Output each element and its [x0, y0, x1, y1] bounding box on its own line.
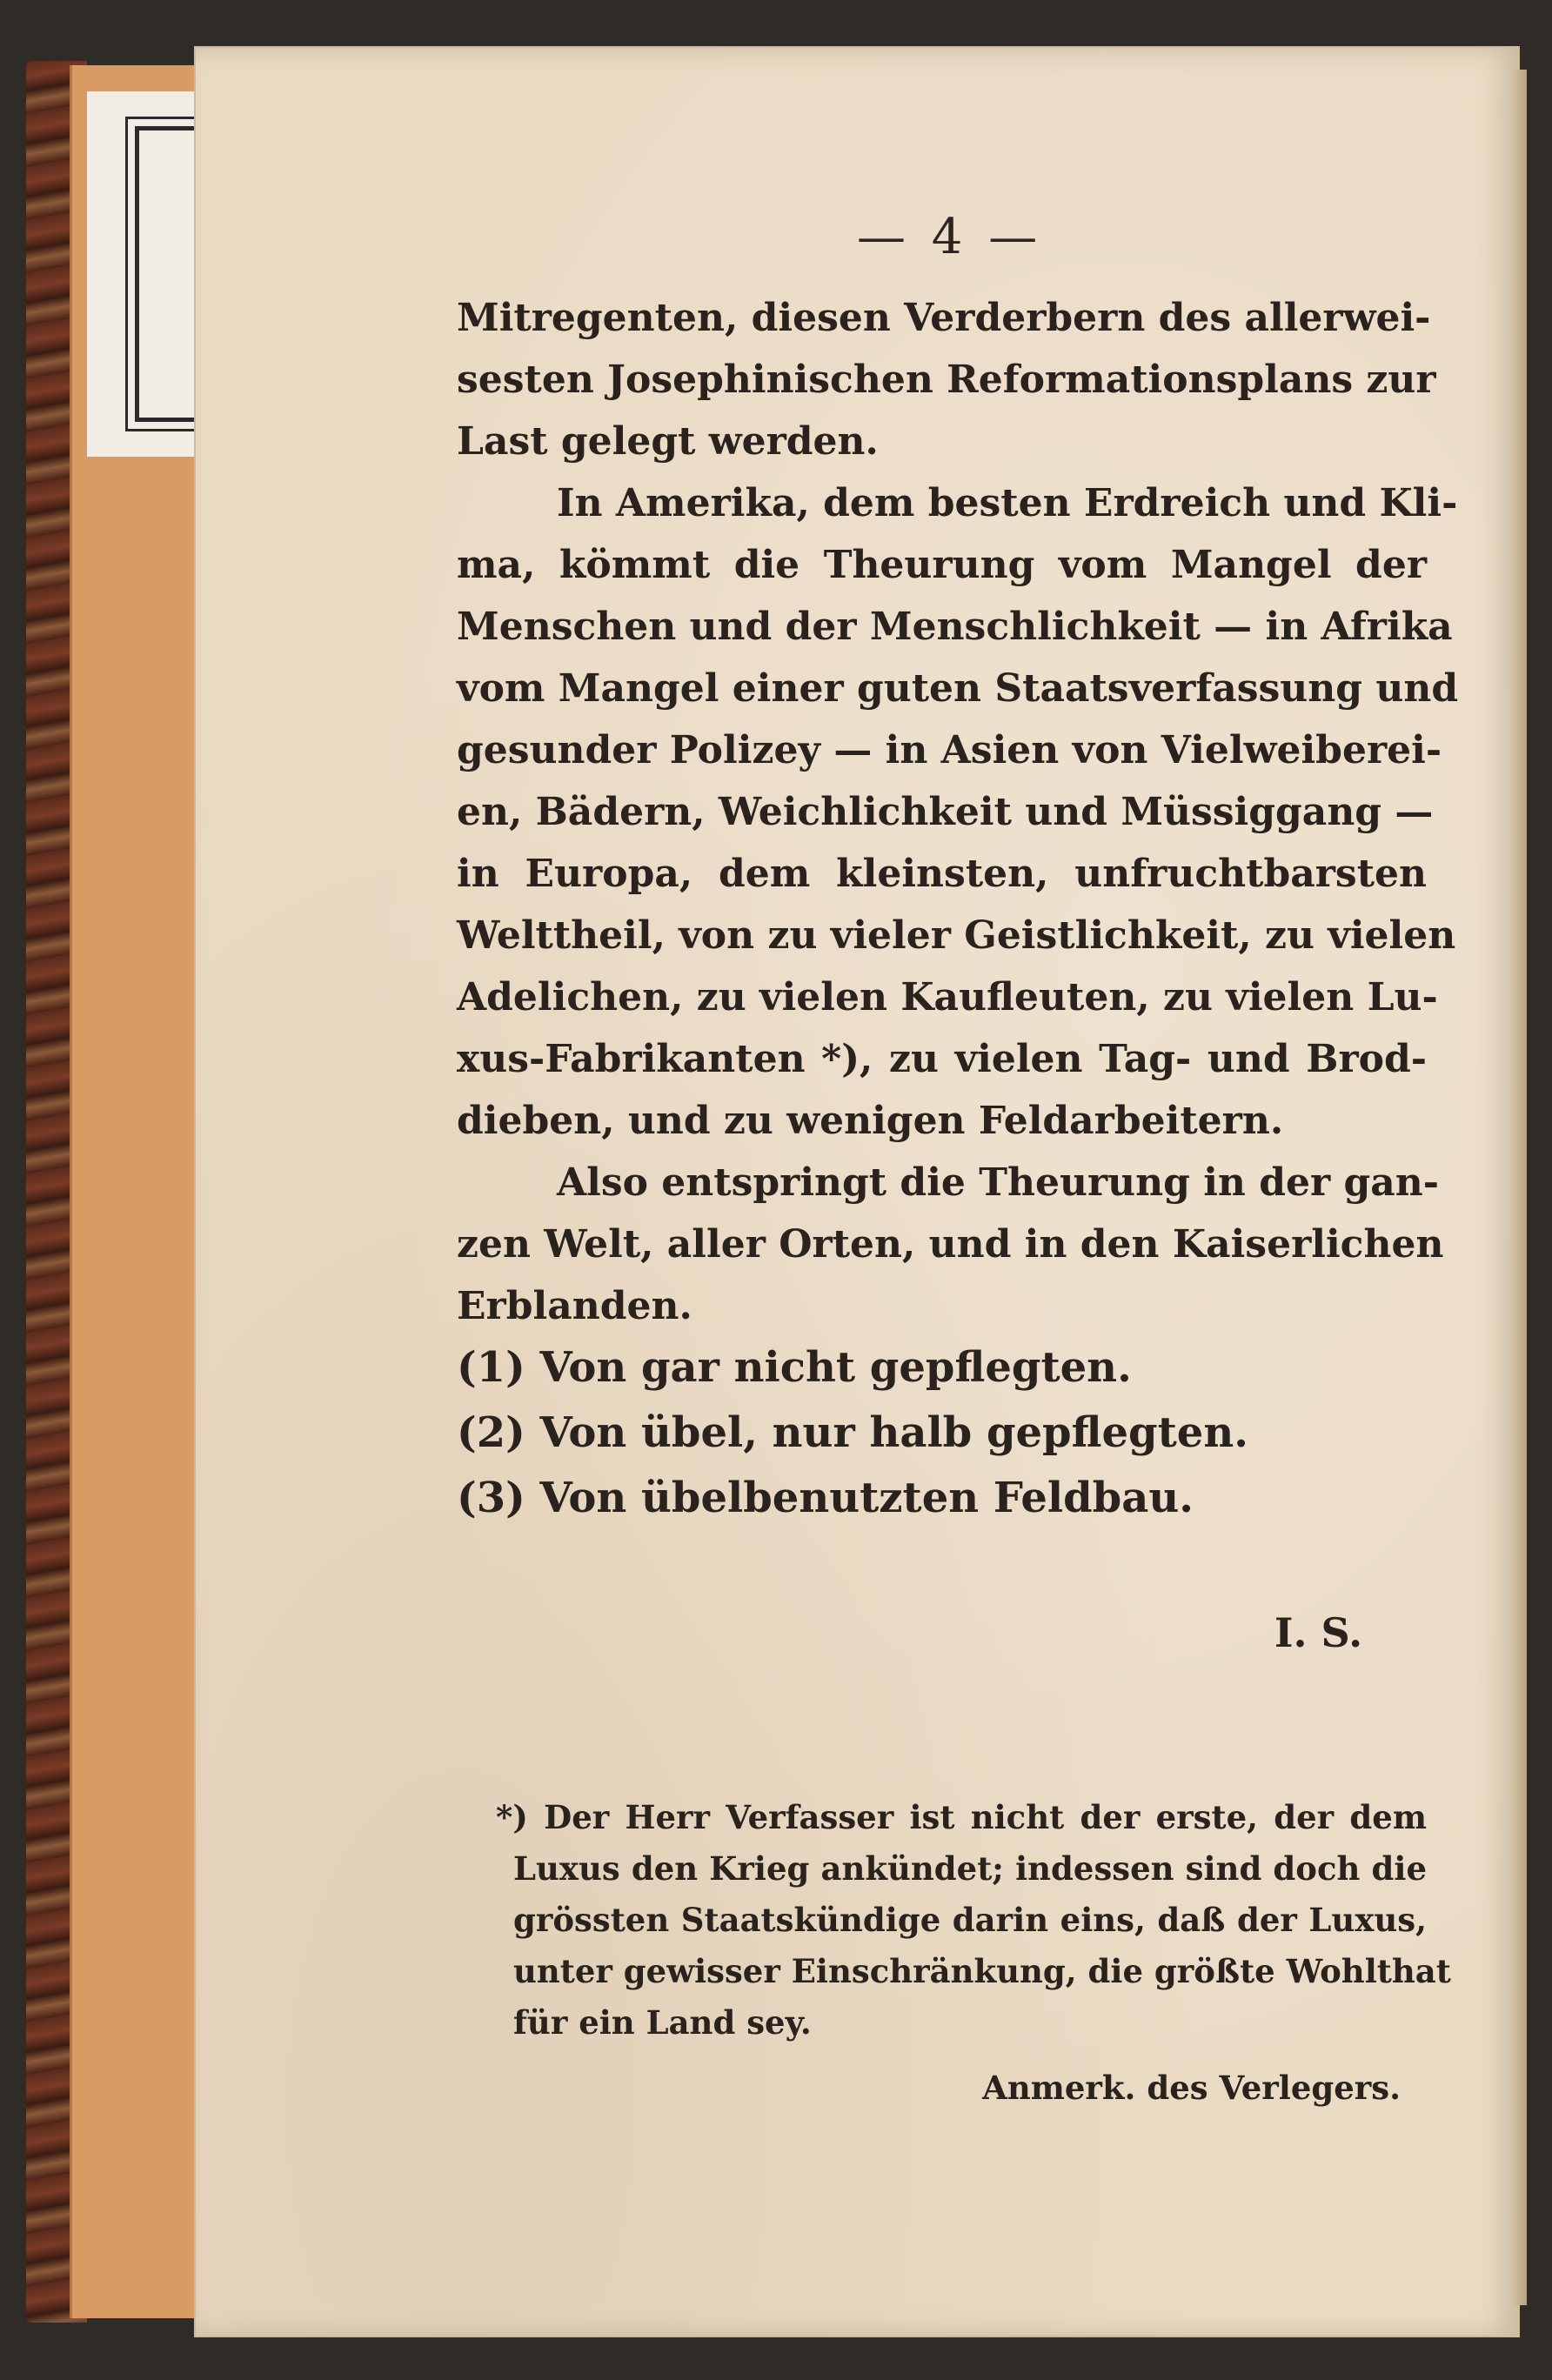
text-line: Erblanden.	[457, 1284, 692, 1328]
footnote-line: Luxus den Krieg ankündet; indessen sind doch die	[513, 1849, 1427, 1888]
text-line: xus-Fabrikanten *), zu vielen Tag- und Brod-	[457, 1037, 1427, 1081]
page-number: — 4 —	[857, 209, 1043, 265]
list-item: (2) Von übel, nur halb gepflegten.	[457, 1408, 1248, 1457]
text-line: en, Bädern, Weichlichkeit und Müssiggang —	[457, 790, 1434, 834]
page-edge	[1509, 70, 1527, 2305]
text-line: ma, kömmt die Theurung vom Mangel der	[457, 543, 1427, 587]
footnote-line: unter gewisser Einschränkung, die größte Wohlthat	[513, 1952, 1451, 1990]
text-line: Menschen und der Menschlichkeit — in Afrika	[457, 605, 1453, 649]
text-line: In Amerika, dem besten Erdreich und Kli-	[557, 481, 1458, 525]
list-item: (3) Von übelbenutzten Feldbau.	[457, 1474, 1194, 1522]
footnote-line: *) Der Herr Verfasser ist nicht der erste, der dem	[496, 1798, 1427, 1836]
main-text	[457, 287, 1459, 1533]
text-line: Adelichen, zu vielen Kaufleuten, zu vielen Lu-	[457, 975, 1438, 1020]
text-line: sesten Josephinischen Reformationsplans zur	[457, 358, 1436, 402]
text-line: gesunder Polizey — in Asien von Vielweiberei-	[457, 728, 1442, 772]
text-line: Also entspringt die Theurung in der gan-	[557, 1160, 1439, 1205]
list-item: (1) Von gar nicht gepflegten.	[457, 1343, 1132, 1392]
publisher-note: Anmerk. des Verlegers.	[982, 2069, 1401, 2107]
footnote-line: grössten Staatskündige darin eins, daß der Luxus,	[513, 1901, 1427, 1939]
text-line: zen Welt, aller Orten, und in den Kaiserlichen	[457, 1222, 1444, 1267]
text-line: vom Mangel einer guten Staatsverfassung und	[457, 666, 1459, 711]
text-line: in Europa, dem kleinsten, unfruchtbarsten	[457, 852, 1427, 896]
footnote-line: für ein Land sey.	[513, 2003, 812, 2042]
author-initials: I. S.	[1274, 1609, 1363, 1656]
text-line: dieben, und zu wenigen Feldarbeitern.	[457, 1099, 1284, 1143]
footnote	[496, 1792, 1451, 2114]
text-line: Mitregenten, diesen Verderbern des allerwei-	[457, 296, 1431, 340]
text-line: Welttheil, von zu vieler Geistlichkeit, zu vielen	[457, 913, 1456, 958]
text-line: Last gelegt werden.	[457, 419, 879, 464]
